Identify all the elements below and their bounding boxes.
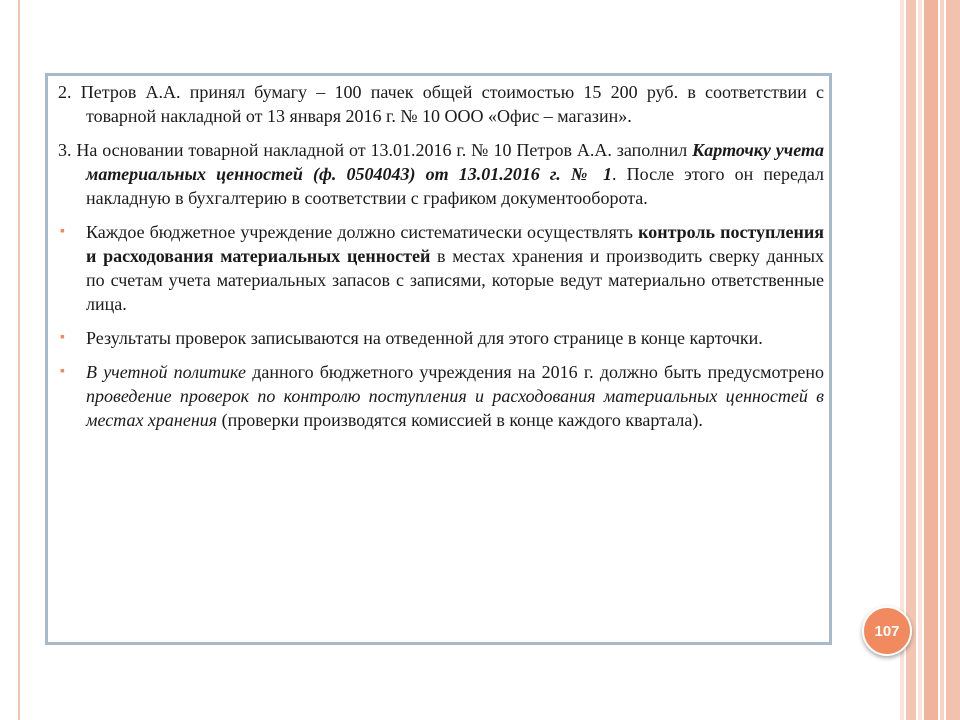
- bullet-3-mid: данного бюджетного учреждения на 2016 г. должно быть предусмотрено: [246, 362, 824, 382]
- paragraph-3-document-name: Карточку учета материальных ценностей (ф. 0504043) от 13.01.2016 г. № 1: [86, 140, 824, 184]
- bullet-1-start: Каждое бюджетное учреждение должно систематически осуществлять: [86, 222, 639, 242]
- bullet-icon: ▪: [60, 364, 65, 379]
- bullet-1-bold: контроль поступления и расходования материальных ценностей: [86, 222, 824, 266]
- bullet-1-end: в местах хранения и производить сверку данных по счетам учета материальных запасов с записями, которые ведут материально ответственные лица.: [86, 246, 824, 314]
- paragraph-2: [58, 80, 824, 128]
- bullet-item-policy: [58, 360, 824, 432]
- bullet-item-control: [58, 220, 824, 316]
- paragraph-2-text: 2. Петров А.А. принял бумагу – 100 пачек общей стоимостью 15 200 руб. в соответствии с товарной накладной от 13 января 2016 г. № 10 ООО «Офис – магазин».: [58, 82, 824, 126]
- bullet-3-italic-2: проведение проверок по контролю поступления и расходования материальных ценностей в местах хранения: [86, 386, 824, 430]
- page-number: 107: [874, 622, 900, 640]
- paragraph-3: [58, 138, 824, 210]
- paragraph-3-start: 3. На основании товарной накладной от 13.01.2016 г. № 10 Петров А.А. заполнил: [58, 140, 693, 160]
- bullet-3-end: (проверки производятся комиссией в конце каждого квартала).: [217, 410, 703, 430]
- slide-text: [58, 80, 824, 442]
- bullet-3-italic-1: В учетной политике: [86, 362, 247, 382]
- left-decor-border: [0, 0, 20, 720]
- bullet-2-text: Результаты проверок записываются на отведенной для этого странице в конце карточки.: [86, 328, 763, 348]
- paragraph-3-end: . После этого он передал накладную в бухгалтерию в соответствии с графиком документооборота.: [86, 164, 824, 208]
- bullet-icon: ▪: [60, 224, 65, 239]
- page-number-badge: [862, 606, 912, 656]
- bullet-icon: ▪: [60, 330, 65, 345]
- bullet-item-results: [58, 326, 824, 350]
- right-decor-stripes: [900, 0, 960, 720]
